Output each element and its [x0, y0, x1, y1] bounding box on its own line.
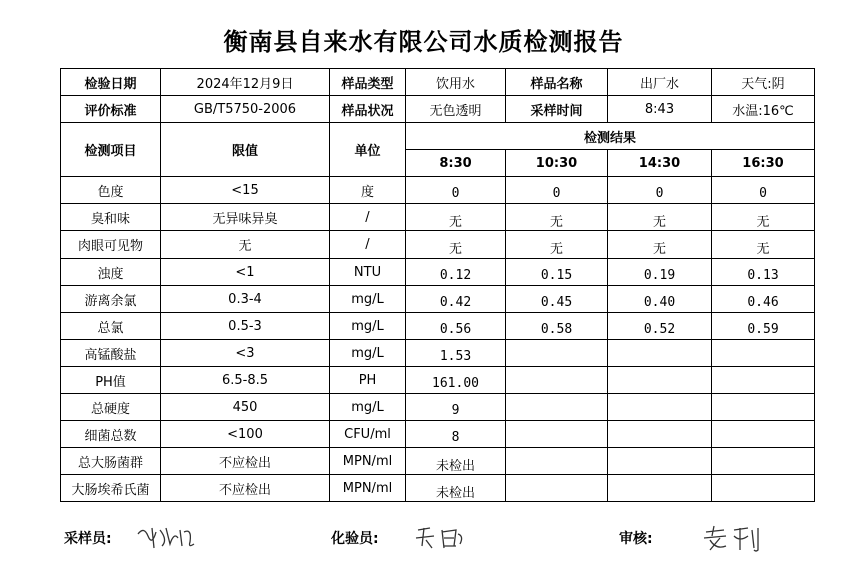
result-value	[506, 340, 608, 367]
result-value: 0.40	[608, 286, 712, 313]
info-row-2	[61, 96, 815, 123]
table-row	[61, 231, 815, 259]
result-value: 无	[506, 204, 608, 231]
table-row	[61, 421, 815, 448]
test-item: 色度	[61, 177, 161, 204]
info-row-1	[61, 69, 815, 96]
result-value: 无	[506, 231, 608, 259]
test-item: 总大肠菌群	[61, 448, 161, 475]
table-row	[61, 394, 815, 421]
table-row	[61, 313, 815, 340]
result-value: 9	[406, 394, 506, 421]
limit-value: 不应检出	[161, 448, 330, 475]
result-value	[712, 448, 815, 475]
sampler-label: 采样员:	[64, 531, 112, 547]
result-value: 0.59	[712, 313, 815, 340]
limit-value: 0.5-3	[161, 313, 330, 340]
sampling-time-value: 8:43	[608, 96, 712, 123]
test-item: 游离余氯	[61, 286, 161, 313]
result-value: 未检出	[406, 475, 506, 502]
time-header: 8:30	[406, 150, 506, 177]
test-item: 臭和味	[61, 204, 161, 231]
unit-value: PH	[330, 367, 406, 394]
test-item: 总硬度	[61, 394, 161, 421]
result-value	[712, 475, 815, 502]
result-value: 1.53	[406, 340, 506, 367]
date-label: 检验日期	[61, 69, 161, 96]
date-value: 2024年12月9日	[161, 69, 330, 96]
result-value	[506, 394, 608, 421]
unit-value: mg/L	[330, 340, 406, 367]
result-value	[608, 340, 712, 367]
result-value	[506, 448, 608, 475]
reviewer-label: 审核:	[619, 531, 653, 547]
time-header: 10:30	[506, 150, 608, 177]
unit-value: 度	[330, 177, 406, 204]
sample-type-value: 饮用水	[406, 69, 506, 96]
result-value: 无	[712, 231, 815, 259]
table-row	[61, 204, 815, 231]
water-temp-value: 水温:16℃	[712, 96, 815, 123]
sampler-signature	[134, 522, 198, 552]
result-value	[506, 475, 608, 502]
result-value	[506, 421, 608, 448]
time-header: 16:30	[712, 150, 815, 177]
result-value: 0.13	[712, 259, 815, 286]
header-row-1	[61, 123, 815, 150]
reviewer-signature	[700, 522, 764, 552]
limit-value: 450	[161, 394, 330, 421]
limit-header: 限值	[161, 123, 330, 177]
result-value: 0.46	[712, 286, 815, 313]
sampling-time-label: 采样时间	[506, 96, 608, 123]
sample-type-label: 样品类型	[330, 69, 406, 96]
unit-value: mg/L	[330, 286, 406, 313]
result-value: 0.56	[406, 313, 506, 340]
table-row	[61, 448, 815, 475]
result-value	[506, 367, 608, 394]
sample-condition-value: 无色透明	[406, 96, 506, 123]
sample-condition-label: 样品状况	[330, 96, 406, 123]
item-header: 检测项目	[61, 123, 161, 177]
unit-value: CFU/ml	[330, 421, 406, 448]
unit-value: mg/L	[330, 313, 406, 340]
tester-signature	[412, 522, 470, 552]
results-header: 检测结果	[406, 123, 815, 150]
result-value	[712, 394, 815, 421]
result-value: 0.52	[608, 313, 712, 340]
result-value: 0.12	[406, 259, 506, 286]
result-value: 0	[608, 177, 712, 204]
sample-name-label: 样品名称	[506, 69, 608, 96]
table-row	[61, 177, 815, 204]
result-value: 无	[608, 231, 712, 259]
table-row	[61, 286, 815, 313]
standard-value: GB/T5750-2006	[161, 96, 330, 123]
table-row	[61, 367, 815, 394]
limit-value: <3	[161, 340, 330, 367]
result-value: 未检出	[406, 448, 506, 475]
result-value: 0.15	[506, 259, 608, 286]
result-value	[712, 367, 815, 394]
result-value: 无	[608, 204, 712, 231]
table-row	[61, 340, 815, 367]
tester-label: 化验员:	[331, 531, 379, 547]
sample-name-value: 出厂水	[608, 69, 712, 96]
result-value: 无	[712, 204, 815, 231]
test-item: 大肠埃希氏菌	[61, 475, 161, 502]
unit-value: NTU	[330, 259, 406, 286]
limit-value: 不应检出	[161, 475, 330, 502]
limit-value: 无异味异臭	[161, 204, 330, 231]
result-value: 0.19	[608, 259, 712, 286]
unit-value: MPN/ml	[330, 448, 406, 475]
table-row	[61, 475, 815, 502]
time-header: 14:30	[608, 150, 712, 177]
limit-value: 无	[161, 231, 330, 259]
result-value: 8	[406, 421, 506, 448]
result-value: 无	[406, 204, 506, 231]
result-value: 0	[506, 177, 608, 204]
result-value	[608, 475, 712, 502]
test-item: 细菌总数	[61, 421, 161, 448]
unit-value: MPN/ml	[330, 475, 406, 502]
result-value: 0.42	[406, 286, 506, 313]
result-value	[712, 340, 815, 367]
result-value: 0.58	[506, 313, 608, 340]
limit-value: <100	[161, 421, 330, 448]
test-item: 浊度	[61, 259, 161, 286]
report-title: 衡南县自来水有限公司水质检测报告	[223, 28, 624, 56]
result-value: 无	[406, 231, 506, 259]
unit-header: 单位	[330, 123, 406, 177]
table-row	[61, 259, 815, 286]
result-value	[608, 448, 712, 475]
result-value	[608, 394, 712, 421]
result-value: 0	[406, 177, 506, 204]
limit-value: 6.5-8.5	[161, 367, 330, 394]
result-value	[712, 421, 815, 448]
test-item: PH值	[61, 367, 161, 394]
test-item: 肉眼可见物	[61, 231, 161, 259]
test-item: 总氯	[61, 313, 161, 340]
report-table	[60, 68, 815, 502]
result-value: 161.00	[406, 367, 506, 394]
standard-label: 评价标准	[61, 96, 161, 123]
unit-value: /	[330, 204, 406, 231]
result-value	[608, 421, 712, 448]
weather-value: 天气:阴	[712, 69, 815, 96]
result-value: 0.45	[506, 286, 608, 313]
test-item: 高锰酸盐	[61, 340, 161, 367]
limit-value: 0.3-4	[161, 286, 330, 313]
unit-value: /	[330, 231, 406, 259]
result-value: 0	[712, 177, 815, 204]
limit-value: <15	[161, 177, 330, 204]
result-value	[608, 367, 712, 394]
limit-value: <1	[161, 259, 330, 286]
unit-value: mg/L	[330, 394, 406, 421]
